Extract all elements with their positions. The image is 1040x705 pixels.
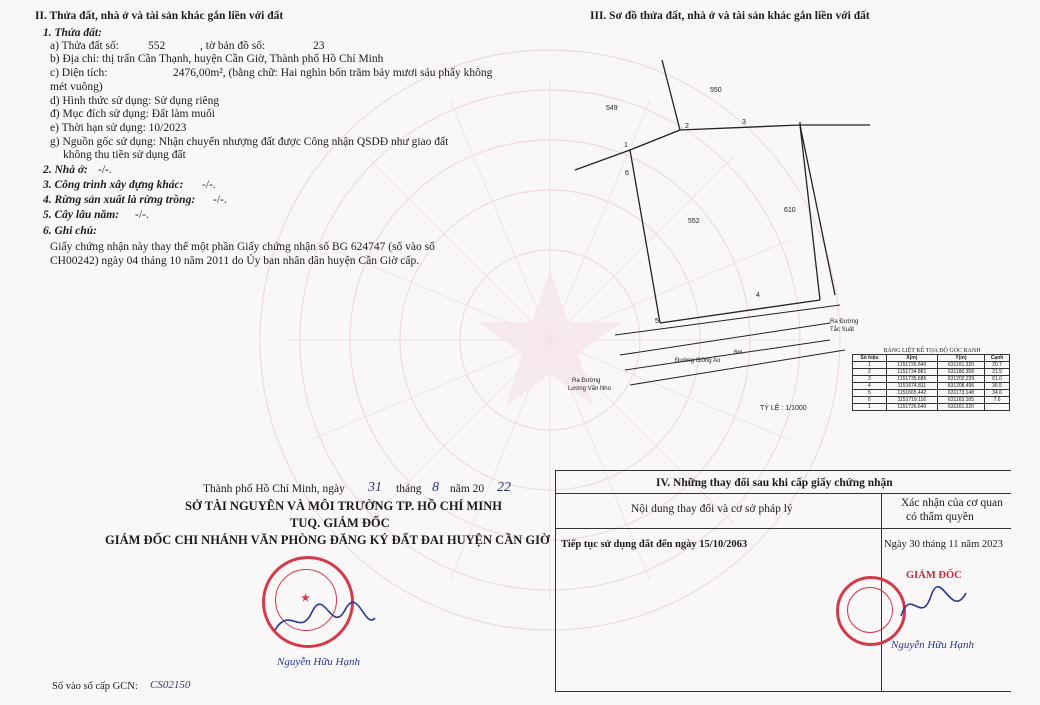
signature-left (270, 600, 380, 640)
coord-row (853, 369, 1010, 376)
coord-cell: 631180.358 (937, 369, 984, 376)
coord-cell: 21.9 (985, 369, 1010, 376)
usage-purpose: đ) Mục đích sử dụng: Đất làm muối (50, 108, 215, 120)
coord-cell: 1151726.640 (886, 404, 937, 411)
serial-label: Số vào sổ cấp GCN: (52, 681, 138, 692)
coordinate-table-title: BẢNG LIỆT KÊ TỌA ĐỘ GÓC RANH (883, 348, 981, 354)
map-sheet-label: , tờ bản đồ số: (200, 40, 266, 52)
parcel-number-label: a) Thửa đất số: (50, 40, 119, 52)
coord-cell: 631163.165 (937, 397, 984, 404)
signer-name-left: Nguyễn Hữu Hạnh (277, 656, 360, 668)
coord-cell: 1151726.640 (886, 362, 937, 369)
usage-form: d) Hình thức sử dụng: Sử dụng riêng (50, 95, 220, 107)
signing-day: 31 (368, 480, 382, 495)
coord-cell: 3 (853, 376, 887, 383)
coord-cell: 631208.496 (937, 383, 984, 390)
coord-header-cell: Số hiệu (853, 355, 887, 362)
changes-col-content: Nội dung thay đổi và cơ sở pháp lý (631, 503, 793, 515)
changes-panel (555, 470, 1011, 692)
coord-cell: 20.7 (985, 362, 1010, 369)
parcel-549-label: 549 (606, 105, 618, 112)
coord-cell: 631202.239 (937, 376, 984, 383)
coord-cell: 631173.148 (937, 390, 984, 397)
vertex-label-3: 3 (742, 119, 746, 126)
section-ii-title: II. Thửa đất, nhà ở và tài sản khác gắn liền với đất (35, 10, 284, 22)
signer-title: GIÁM ĐỐC CHI NHÁNH VĂN PHÒNG ĐĂNG KÝ ĐẤT ĐAI HUYỆN CẦN GIỜ (105, 533, 550, 547)
coord-row (853, 383, 1010, 390)
coord-cell: 631161.320 (937, 404, 984, 411)
signing-year: 22 (497, 480, 511, 495)
address: b) Địa chỉ: thị trấn Cần Thạnh, huyện Cần Giờ, Thành phố Hồ Chí Minh (50, 53, 384, 65)
changes-title: IV. Những thay đổi sau khi cấp giấy chứng nhận (656, 477, 893, 489)
coord-row (853, 376, 1010, 383)
house-heading: 2. Nhà ở: (43, 164, 88, 176)
coord-header-cell: Cạnh (985, 355, 1010, 362)
authority-line: TUQ. GIÁM ĐỐC (290, 516, 390, 530)
coord-cell: 1151674.811 (886, 383, 937, 390)
area-value: 2476,00m², (bằng chữ: Hai nghìn bốn trăm bảy mươi sáu phẩy không (173, 67, 493, 79)
parcel-550-label: 550 (710, 87, 722, 94)
notes-line-2: CH00242) ngày 04 tháng 10 năm 2011 do Ủy ban nhân dân huyện Cần Giờ cấp. (50, 255, 420, 267)
scale-label: TỶ LỆ : 1/1000 (760, 405, 807, 412)
coord-cell: 61.0 (985, 376, 1010, 383)
coord-cell: 6 (853, 397, 887, 404)
coord-cell: 1 (853, 362, 887, 369)
notes-heading: 6. Ghi chú: (43, 225, 97, 237)
road-to-1: Ra Đường (830, 319, 859, 325)
road-width: 6m (734, 350, 743, 356)
signing-year-label: năm 20 (450, 483, 485, 495)
perennial-heading: 5. Cây lâu năm: (43, 209, 120, 221)
parcel-552-label: 552 (688, 218, 700, 225)
parcel-610-label: 610 (784, 207, 796, 214)
change-entry-date: Ngày 30 tháng 11 năm 2023 (884, 539, 1003, 550)
coord-row (853, 390, 1010, 397)
official-seal-left: ★ (262, 556, 354, 648)
coord-cell: 1 (853, 404, 887, 411)
signing-month: 8 (432, 480, 439, 495)
coord-cell: 631161.320 (937, 362, 984, 369)
coord-header-cell: X(m) (886, 355, 937, 362)
serial-number: CS02150 (150, 679, 191, 691)
changes-col-authority-cont: có thẩm quyền (906, 511, 974, 523)
coord-cell: 1151665.442 (886, 390, 937, 397)
parcel-number: 552 (148, 40, 166, 52)
road-to-1b: Tắc Suất (830, 327, 855, 333)
construction-value: -/-. (202, 179, 216, 191)
coord-cell: 1151734.881 (886, 369, 937, 376)
usage-origin-cont: không thu tiền sử dụng đất (63, 149, 186, 161)
coord-row (853, 397, 1010, 404)
forest-heading: 4. Rừng sản xuất là rừng trồng: (43, 194, 196, 206)
construction-heading: 3. Công trình xây dựng khác: (43, 179, 184, 191)
coord-cell: 4 (853, 383, 887, 390)
issuing-org: SỞ TÀI NGUYÊN VÀ MÔI TRƯỜNG TP. HỒ CHÍ MINH (185, 499, 502, 513)
usage-term: e) Thời hạn sử dụng: 10/2023 (50, 122, 187, 134)
coord-header-cell: Y(m) (937, 355, 984, 362)
section-iii-title: III. Sơ đồ thửa đất, nhà ở và tài sản khác gắn liền với đất (590, 10, 870, 22)
notes-line-1: Giấy chứng nhận này thay thế một phần Giấy chứng nhận số BG 624747 (số vào sổ (50, 241, 435, 253)
changes-col-authority: Xác nhận của cơ quan (901, 497, 1003, 509)
forest-value: -/-. (213, 194, 227, 206)
usage-origin: g) Nguồn gốc sử dụng: Nhận chuyển nhượng đất được Công nhận QSDĐ như giao đất (50, 136, 449, 148)
coordinate-table (852, 348, 1012, 411)
coord-row (853, 362, 1010, 369)
vertex-label-5: 5 (655, 318, 659, 325)
coord-row (853, 404, 1010, 411)
coord-cell: 1151735.686 (886, 376, 937, 383)
coord-cell: 34.6 (985, 390, 1010, 397)
coord-cell: 36.5 (985, 383, 1010, 390)
signing-date-prefix: Thành phố Hồ Chí Minh, ngày (203, 483, 345, 495)
change-entry: Tiếp tục sử dụng đất đến ngày 15/10/2063 (561, 539, 748, 550)
vertex-label-1: 1 (624, 142, 628, 149)
signature-right (896, 581, 976, 631)
coord-cell: 5 (853, 390, 887, 397)
house-value: -/-. (98, 164, 112, 176)
parcel-heading: 1. Thửa đất: (43, 27, 102, 39)
coord-cell: 7.6 (985, 397, 1010, 404)
coord-cell: 2 (853, 369, 887, 376)
area-value-cont: mét vuông) (50, 81, 103, 93)
map-sheet-number: 23 (313, 40, 325, 52)
vertex-label-6: 6 (625, 170, 629, 177)
perennial-value: -/-. (135, 209, 149, 221)
signer-name-right: Nguyễn Hữu Hạnh (891, 639, 974, 651)
change-role: GIÁM ĐỐC (906, 570, 962, 581)
area-label: c) Diện tích: (50, 67, 108, 79)
coord-cell (985, 404, 1010, 411)
road-name: Đường Giồng Ao (675, 358, 721, 364)
road-to-2b: Lương Văn Nho (568, 386, 611, 392)
vertex-label-2: 2 (685, 123, 689, 130)
signing-month-label: tháng (396, 483, 422, 495)
road-to-2: Ra Đường (572, 378, 601, 384)
vertex-label-4: 4 (756, 292, 760, 299)
coord-cell: 1151719.116 (886, 397, 937, 404)
coordinate-grid (852, 354, 1010, 411)
